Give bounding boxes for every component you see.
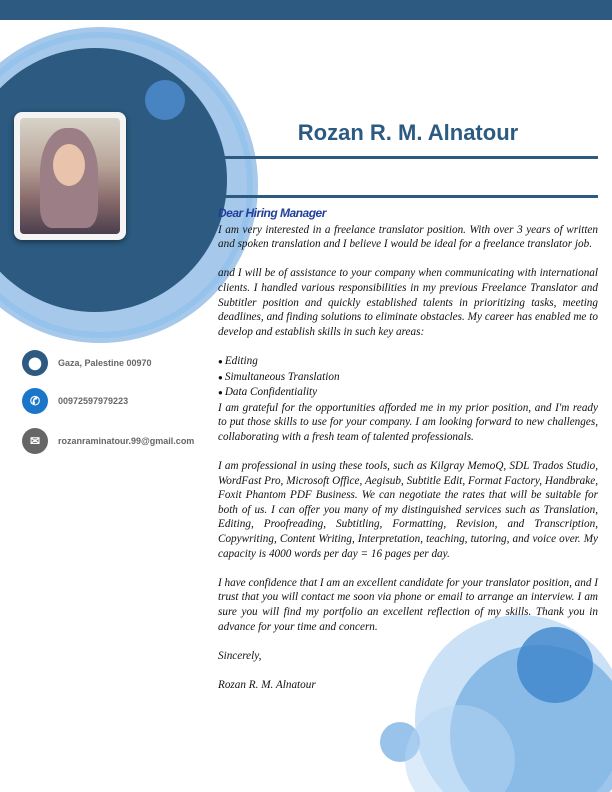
contact-location xyxy=(22,350,152,376)
greeting: Dear Hiring Manager xyxy=(218,206,326,220)
contact-phone xyxy=(22,388,128,414)
skills-list xyxy=(218,354,598,401)
cover-letter xyxy=(218,206,598,707)
paragraph-5: I have confidence that I am an excellent candidate for your translator position, and I trust that you will contact me soon via phone or email to arrange an interview. I am sure you will find my portfolio an excellent reflection of my skills. Thank you in advance for your time and concern. xyxy=(218,576,598,633)
divider-bottom xyxy=(218,195,598,198)
location-pin-icon: ⬤ xyxy=(22,350,48,376)
phone-icon: ✆ xyxy=(22,388,48,414)
applicant-name: Rozan R. M. Alnatour xyxy=(297,120,519,145)
divider-top xyxy=(218,156,598,159)
contact-email xyxy=(22,428,194,454)
paragraph-1: I am very interested in a freelance translator position. With over 3 years of written and spoken translation and I believe I would be ideal for a freelance translator job. xyxy=(218,223,598,251)
signature: Rozan R. M. Alnatour xyxy=(218,679,316,691)
phone-text[interactable]: 00972597979223 xyxy=(58,396,129,406)
location-text: Gaza, Palestine 00970 xyxy=(58,358,152,368)
profile-photo xyxy=(14,112,126,240)
closing: Sincerely, xyxy=(218,649,262,662)
email-icon: ✉ xyxy=(22,428,48,454)
paragraph-4: I am professional in using these tools, such as Kilgray MemoQ, SDL Trados Studio, WordFast Pro, Microsoft Office, Aegisub, Subtitle Edit, Format Factory, Handbrake, Foxit Phantom PDF Business. We can negotiate the rates that will be suitable for both of us. I can offer you many of my distinguished services such as Translation, Editing, Proofreading, Subtitling, Formatting, Revision, and Transcription, Copywriting, Content Writing, Interpretation, teaching, tutoring, and voice over. My capacity is 4000 words per day = 16 pages per day. xyxy=(218,460,598,560)
email-text[interactable]: rozanraminatour.99@gmail.com xyxy=(58,436,195,446)
paragraph-3: I am grateful for the opportunities afforded me in my prior position, and I'm ready to put those skills to use for your company. I am looking forward to new challenges, collaborating with a fresh team of talented professionals. xyxy=(218,401,598,443)
skill-item: ● Data Confidentiality xyxy=(218,385,598,401)
paragraph-2: and I will be of assistance to your company when communicating with international clients. I handled various responsibilities in my previous Freelance Translator and Subtitler position and quickly established talents in prioritizing tasks, meeting deadlines, and finding solutions to eliminate obstacles. My career has enabled me to develop and establish skills in such key areas: xyxy=(218,267,598,338)
skill-item: ● Simultaneous Translation xyxy=(218,370,598,386)
skill-item: ● Editing xyxy=(218,354,598,370)
